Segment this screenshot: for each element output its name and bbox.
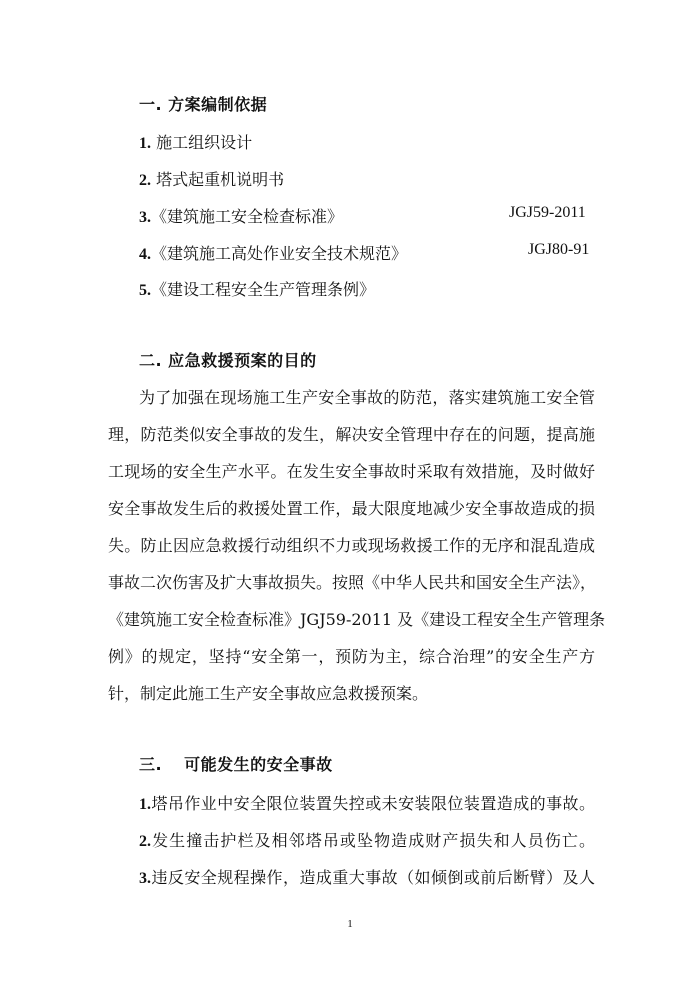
basis-item-1 bbox=[139, 130, 252, 153]
paragraph-line: 工现场的安全生产水平。在发生安全事故时采取有效措施，及时做好 bbox=[108, 462, 595, 481]
paragraph-line: 针，制定此施工生产安全事故应急救援预案。 bbox=[108, 684, 429, 703]
accident-item-2 bbox=[139, 828, 595, 851]
item-text: 发生撞击护栏及相邻塔吊或坠物造成财产损失和人员伤亡。 bbox=[151, 831, 595, 850]
section-1-heading: 一. 方案编制依据 bbox=[139, 95, 268, 114]
item-number: 1. bbox=[139, 796, 151, 813]
paragraph-line: 安全事故发生后的救援处置工作，最大限度地减少安全事故造成的损 bbox=[108, 499, 595, 518]
item-text: 塔吊作业中安全限位装置失控或未安装限位装置造成的事故。 bbox=[151, 794, 595, 813]
basis-item-2 bbox=[139, 167, 284, 190]
item-text: 《建设工程安全生产管理条例》 bbox=[151, 280, 376, 299]
section-3-number: 三. bbox=[139, 755, 163, 774]
item-number: 3. bbox=[139, 870, 151, 887]
item-number: 3. bbox=[139, 209, 151, 226]
item-number: 4. bbox=[139, 246, 151, 263]
basis-item-4 bbox=[139, 241, 595, 264]
accident-item-1 bbox=[139, 791, 595, 814]
page-number: 1 bbox=[347, 918, 353, 930]
paragraph-line: 为了加强在现场施工生产安全事故的防范，落实建筑施工安全管 bbox=[139, 388, 595, 407]
item-number: 2. bbox=[139, 833, 151, 850]
item-text: 施工组织设计 bbox=[151, 133, 253, 152]
paragraph-line: 理，防范类似安全事故的发生，解决安全管理中存在的问题，提高施 bbox=[108, 425, 595, 444]
accident-item-3 bbox=[139, 865, 595, 888]
item-text: 塔式起重机说明书 bbox=[151, 170, 285, 189]
basis-item-3 bbox=[139, 204, 595, 227]
section-3-heading bbox=[139, 752, 333, 775]
item-number: 1. bbox=[139, 135, 151, 152]
item-text: 《建筑施工高处作业安全技术规范》 bbox=[151, 244, 408, 263]
standard-code: JGJ59-2011 bbox=[509, 204, 586, 221]
paragraph-line: 事故二次伤害及扩大事故损失。按照《中华人民共和国安全生产法》， bbox=[108, 573, 597, 592]
standard-code: JGJ80-91 bbox=[528, 241, 590, 258]
paragraph-line: 失。防止因应急救援行动组织不力或现场救援工作的无序和混乱造成 bbox=[108, 536, 595, 555]
basis-item-5 bbox=[139, 277, 375, 300]
paragraph-line: 《建筑施工安全检查标准》JGJ59-2011 及《建设工程安全生产管理条 bbox=[108, 610, 606, 629]
item-text: 《建筑施工安全检查标准》 bbox=[151, 207, 344, 226]
item-number: 5. bbox=[139, 282, 151, 299]
paragraph-line: 例》的规定，坚持“安全第一，预防为主，综合治理”的安全生产方 bbox=[108, 647, 595, 666]
section-2-heading: 二. 应急救援预案的目的 bbox=[139, 351, 317, 370]
item-number: 2. bbox=[139, 172, 151, 189]
item-text: 违反安全规程操作，造成重大事故（如倾倒或前后断臂）及人 bbox=[151, 868, 595, 887]
section-3-title: 可能发生的安全事故 bbox=[184, 755, 333, 774]
